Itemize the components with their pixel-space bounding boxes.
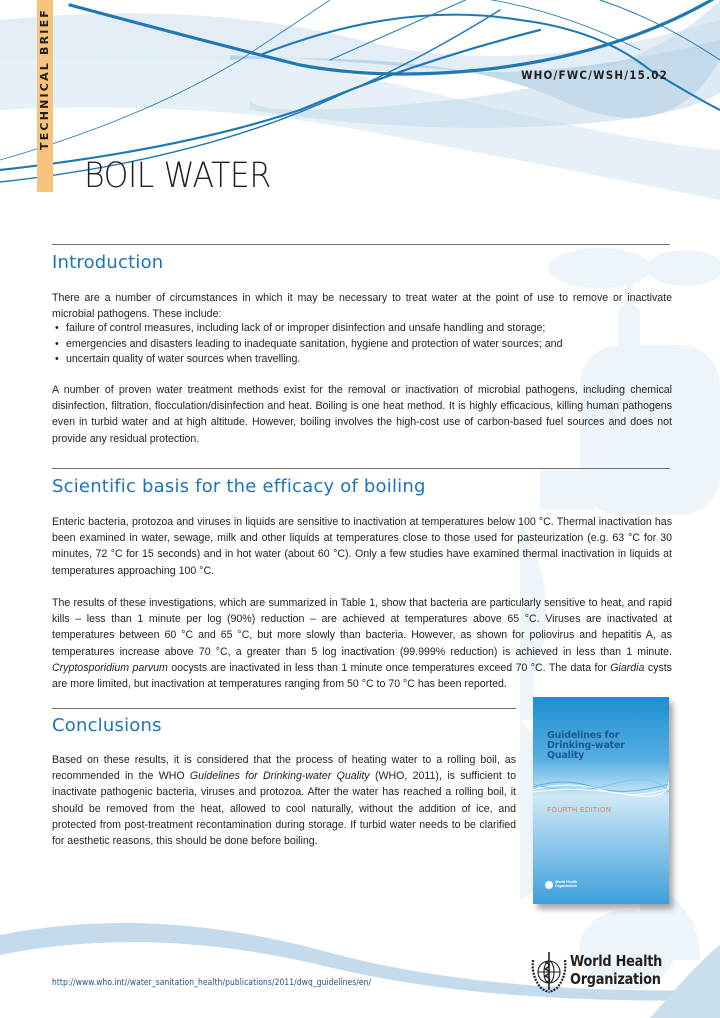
who-wordmark-line2: Organization bbox=[570, 970, 661, 988]
text-run: (WHO, 2011), is sufficient to inactivate pathogenic bacteria, viruses and protozoa. After the water has reached a rolling boil, it should be removed from the heat, allowed to cool naturally, without the addition of ice, and protected from post-treatment recontamination during storage. If turbid water needs to be clarified for aesthetic reasons, this should be done before boiling. bbox=[52, 770, 516, 848]
bullet-icon: • bbox=[55, 322, 59, 334]
conclusions-paragraph bbox=[52, 752, 516, 849]
book-edition: FOURTH EDITION bbox=[547, 805, 612, 814]
text-run: The results of these investigations, which are summarized in Table 1, show that bacteria are particularly sensitive to heat, and rapid kills – less than 1 minute per log (90%) reduction – are achieved at temperatures above 65 °C. Viruses are inactivated at temperatures between 60 °C and 65 °C, but more slowly than bacteria. However, as shown for poliovirus and hepatitis A, as temperatures increase above 70 °C, a greater than 5 log inactivation (99.999% reduction) is achieved in less than 1 minute. bbox=[52, 597, 672, 658]
scientific-paragraph-1: Enteric bacteria, protozoa and viruses in liquids are sensitive to inactivation at temperatures below 100 °C. Thermal inactivation has been examined in water, sewage, milk and other liquids at temperatures close to those used for pasteurization (e.g. 63 °C for 30 minutes, 72 °C for 15 seconds) and in hot water (about 60 °C). Only a few studies have examined thermal inactivation in liquids at temperatures approaching 100 °C. bbox=[52, 516, 672, 577]
section-divider bbox=[52, 708, 516, 709]
organism-name: Giardia bbox=[610, 661, 645, 674]
bullet-text: failure of control measures, including lack of or improper disinfection and unsafe handling and storage; bbox=[66, 322, 546, 334]
document-number: WHO/FWC/WSH/15.02 bbox=[521, 68, 668, 82]
scientific-paragraph-2 bbox=[52, 595, 672, 692]
book-wave-graphic bbox=[533, 772, 669, 802]
bullet-text: uncertain quality of water sources when travelling. bbox=[66, 353, 301, 366]
bullet-icon: • bbox=[55, 337, 59, 350]
who-emblem-icon bbox=[529, 950, 569, 996]
book-publisher: World Health Organization bbox=[555, 880, 578, 888]
list-item bbox=[52, 321, 562, 337]
page-title: BOIL WATER bbox=[84, 156, 271, 196]
heading-conclusions: Conclusions bbox=[52, 715, 162, 736]
section-divider bbox=[52, 468, 670, 469]
intro-paragraph-2: A number of proven water treatment methods exist for the removal or inactivation of microbial pathogens, including chemical disinfection, filtration, flocculation/disinfection and heat. Boiling is one heat method. It is highly efficacious, killing human pathogens even in turbid water and at high altitude. However, boiling involves the high-cost use of carbon-based fuel sources and does not provide any residual protection. bbox=[52, 384, 672, 445]
intro-bullet-list bbox=[52, 321, 562, 368]
guidelines-link[interactable]: http://www.who.int//water_sanitation_health/publications/2011/dwq_guidelines/en/ bbox=[52, 977, 372, 987]
text-run: Based on these results, it is considered that the process of heating water to a rolling boil, as recommended in the WHO bbox=[52, 754, 516, 783]
book-title: Guidelines for Drinking-water Quality bbox=[547, 730, 625, 761]
bullet-text: emergencies and disasters leading to inadequate sanitation, hygiene and protection of water sources; and bbox=[66, 337, 563, 350]
heading-scientific-basis: Scientific basis for the efficacy of boiling bbox=[52, 476, 426, 497]
text-run: cysts are more limited, but inactivation at temperatures ranging from 50 °C to 70 °C has been reported. bbox=[52, 661, 672, 691]
who-emblem-icon bbox=[545, 881, 553, 889]
text-run: oocysts are inactivated in less than 1 minute once temperatures exceed 70 °C. The data for bbox=[167, 661, 611, 674]
intro-paragraph: There are a number of circumstances in which it may be necessary to treat water at the point of use to remove or inactivate microbial pathogens. These include: bbox=[52, 292, 672, 321]
list-item bbox=[52, 337, 562, 353]
who-wordmark-line1: World Health bbox=[570, 952, 663, 970]
organism-name: Cryptosporidium parvum bbox=[52, 661, 168, 674]
who-wordmark bbox=[570, 952, 662, 988]
heading-introduction: Introduction bbox=[52, 252, 164, 273]
book-cover-image bbox=[533, 697, 669, 904]
publication-title: Guidelines for Drinking-water Quality bbox=[189, 770, 370, 783]
series-label: TECHNICAL BRIEF bbox=[38, 8, 51, 150]
list-item bbox=[52, 352, 562, 368]
bullet-icon: • bbox=[55, 353, 59, 366]
section-divider bbox=[52, 244, 670, 245]
